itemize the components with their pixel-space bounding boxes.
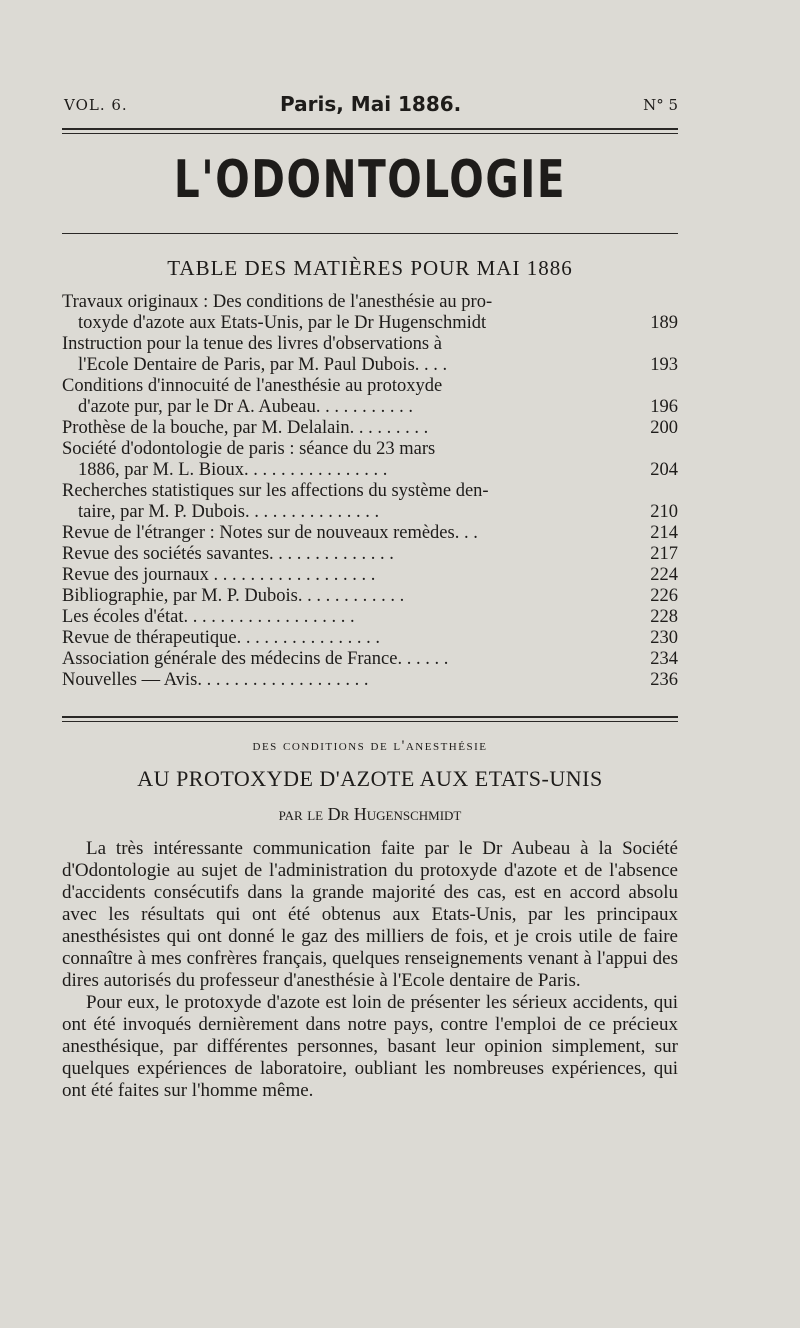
article-title: AU PROTOXYDE D'AZOTE AUX ETATS-UNIS [137,766,603,791]
toc-entry-page: 217 [650,544,678,564]
toc-entry [62,439,678,460]
toc-entry-page: 193 [650,355,678,375]
toc-entry [62,523,678,544]
table-of-contents [62,292,678,691]
toc-entry-page: 228 [650,607,678,627]
toc-entry-page: 196 [650,397,678,417]
toc-entry-text: Association générale des médecins de France. . . . . . [62,649,449,669]
toc-entry [62,460,678,481]
toc-heading: TABLE DES MATIÈRES POUR MAI 1886 [167,256,573,280]
header-rule [62,128,678,134]
toc-entry-page: 234 [650,649,678,669]
toc-entry-page: 210 [650,502,678,522]
issue-number: N° 5 [643,96,678,114]
toc-entry-page: 200 [650,418,678,438]
toc-entry [62,418,678,439]
toc-entry-text: Revue des sociétés savantes. . . . . . . . . . . . . . [62,544,394,564]
toc-entry [62,649,678,670]
toc-entry-page: 230 [650,628,678,648]
toc-entry-text: Instruction pour la tenue des livres d'observations à [62,334,442,354]
toc-entry-page: 189 [650,313,678,333]
toc-entry-page: 214 [650,523,678,543]
toc-entry-text: Bibliographie, par M. P. Dubois. . . . . . . . . . . . [62,586,405,606]
article-paragraph: La très intéressante communication faite par le Dr Aubeau à la Société d'Odontologie au sujet de l'administration du protoxyde d'azote et de l'absence d'accidents consécutifs dans la grande majorité des cas, est en accord absolu avec les résultats qui ont été obtenus aux Etats-Unis, par les principaux anesthésistes qui ont donné le gaz des milliers de fois, et je crois utile de faire connaître à mes confrères français, quelques renseignements venant à l'appui des dires autorisés du professeur d'anesthésie à l'Ecole dentaire de Paris. [62,838,678,991]
toc-entry-page: 224 [650,565,678,585]
toc-entry-text: Revue de thérapeutique. . . . . . . . . . . . . . . . [62,628,381,648]
toc-entry [62,628,678,649]
toc-entry-text: Nouvelles — Avis. . . . . . . . . . . . . . . . . . . [62,670,369,690]
toc-entry [62,481,678,502]
toc-entry [62,376,678,397]
article-body [62,838,678,1102]
toc-entry [62,334,678,355]
toc-entry-text: Revue des journaux . . . . . . . . . . . . . . . . . . [62,565,376,585]
toc-entry [62,292,678,313]
toc-entry [62,607,678,628]
article-kicker: des conditions de l'anesthésie [252,738,488,754]
toc-entry [62,397,678,418]
toc-entry-text: taire, par M. P. Dubois. . . . . . . . . . . . . . . [78,502,380,522]
toc-entry [62,502,678,523]
toc-entry-text: Revue de l'étranger : Notes sur de nouveaux remèdes. . . [62,523,478,543]
toc-entry-text: Conditions d'innocuité de l'anesthésie au protoxyde [62,376,443,396]
toc-entry-page: 204 [650,460,678,480]
toc-entry [62,670,678,691]
toc-entry-text: l'Ecole Dentaire de Paris, par M. Paul Dubois. . . . [78,355,448,375]
article-byline: par le Dr Hugenschmidt [278,804,462,824]
title-rule [62,233,678,234]
section-rule [62,716,678,722]
toc-entry [62,586,678,607]
journal-page [62,0,678,1328]
toc-entry-text: Prothèse de la bouche, par M. Delalain. . . . . . . . . [62,418,429,438]
toc-entry-text: toxyde d'azote aux Etats-Unis, par le Dr Hugenschmidt [78,313,487,333]
toc-entry-page: 236 [650,670,678,690]
toc-entry-text: Travaux originaux : Des conditions de l'anesthésie au pro- [62,292,493,312]
article-paragraph: Pour eux, le protoxyde d'azote est loin de présenter les sérieux accidents, qui ont été invoqués dernièrement dans notre pays, contre l'emploi de ce précieux anesthésique, par différentes personnes, basant leur opinion simplement, sur quelques expériences de laboratoire, oubliant les nombreuses expériences, qui ont été faites sur l'homme même. [62,992,678,1101]
toc-entry-text: Les écoles d'état. . . . . . . . . . . . . . . . . . . [62,607,355,627]
toc-entry-text: Recherches statistiques sur les affections du système den- [62,481,489,501]
toc-entry-page: 226 [650,586,678,606]
toc-entry [62,313,678,334]
toc-entry [62,565,678,586]
toc-entry-text: d'azote pur, par le Dr A. Aubeau. . . . . . . . . . . [78,397,413,417]
toc-entry [62,355,678,376]
journal-title: L'ODONTOLOGIE [173,150,567,210]
running-header [62,92,678,118]
volume-label: VOL. 6. [64,96,128,114]
toc-entry [62,544,678,565]
toc-entry-text: Société d'odontologie de paris : séance du 23 mars [62,439,436,459]
issue-date: Paris, Mai 1886. [280,92,462,116]
toc-entry-text: 1886, par M. L. Bioux. . . . . . . . . . . . . . . . [78,460,388,480]
